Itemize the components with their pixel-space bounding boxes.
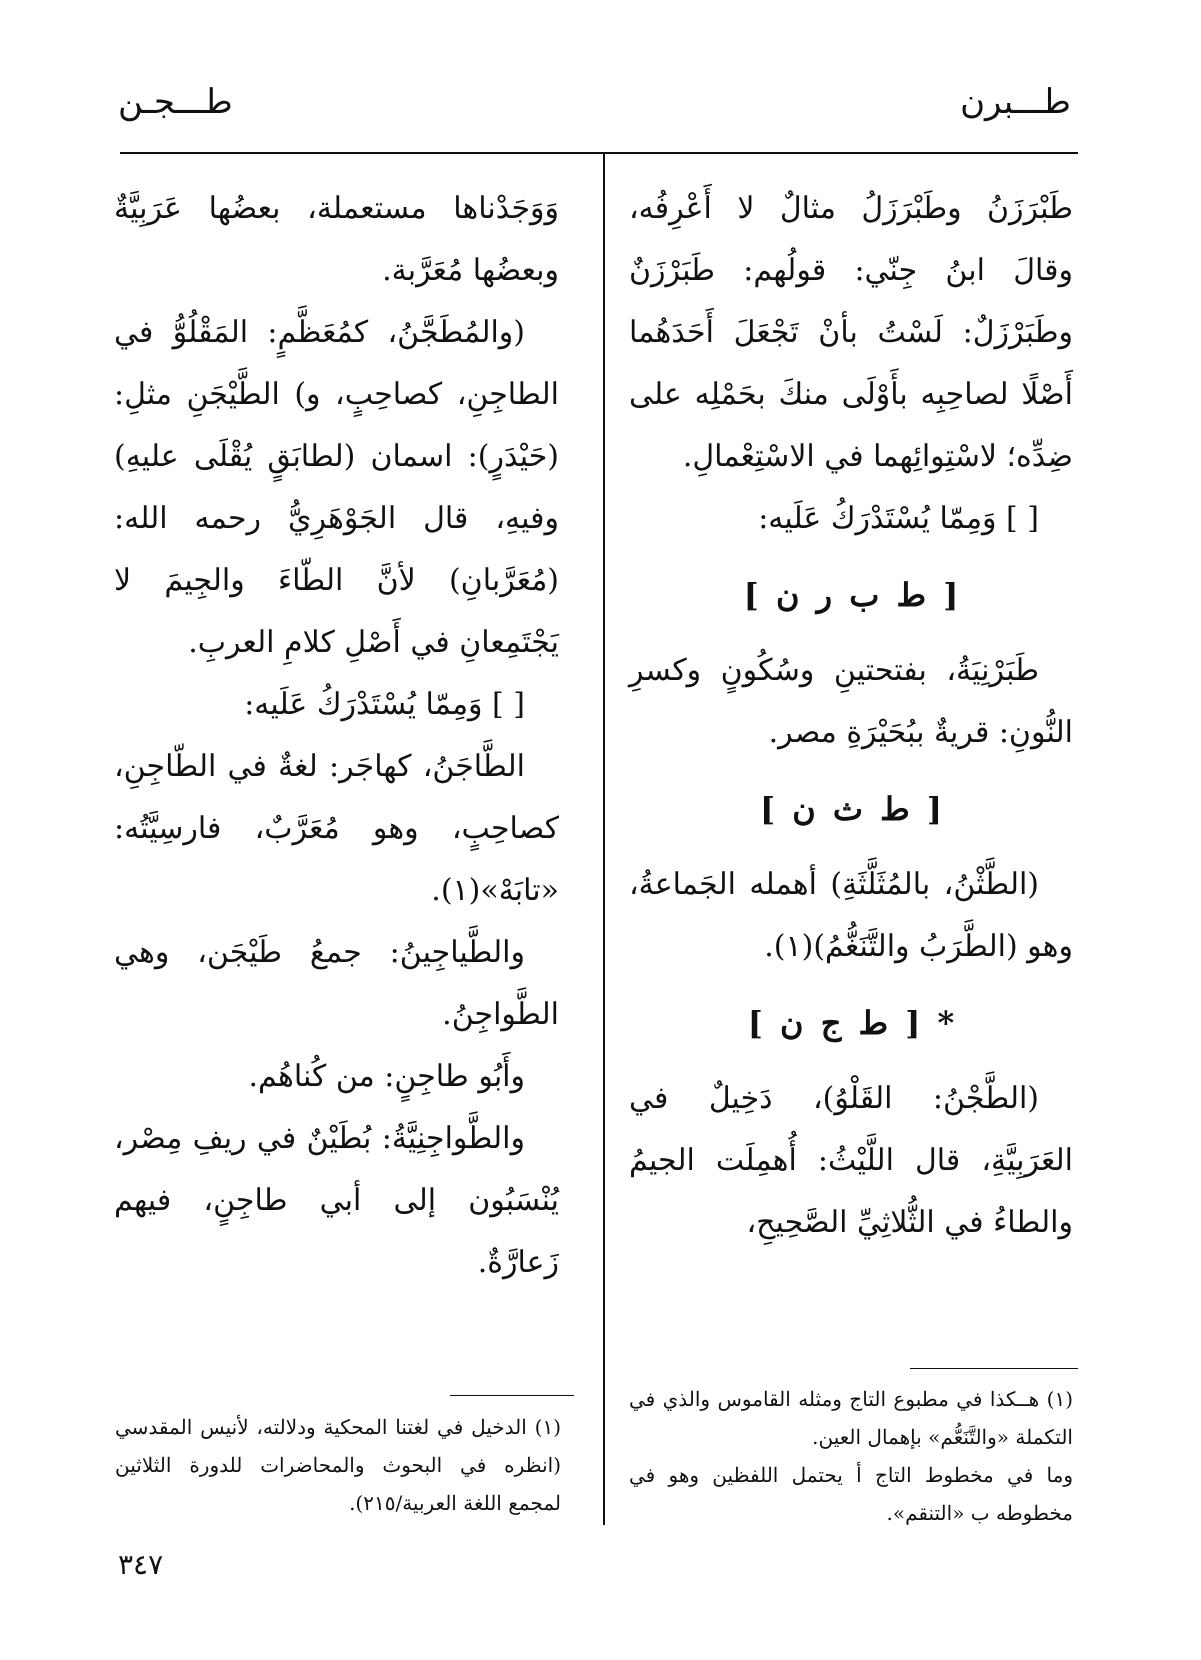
entry-paragraph: (الطَّثْنُ، بالمُثَلَّثَةِ) أهمله الجَماعةُ، وهو (الطَّرَبُ والتَّنَغُّمُ)(١).: [629, 867, 1073, 964]
root-heading-tjn: * [ ط ج ن ]: [747, 1004, 955, 1042]
entry-paragraph: طَبْرَزَنُ وطَبْرَزَلُ مثالٌ لا أَعْرِفُه، وقالَ ابنُ جِنّي: قولُهم: طَبَرْزَنٌ وطَبَرْزَلٌ: لَسْتُ بأنْ تَجْعَلَ أَحَدَهُما أَصْلًا لصاحِبِه بأَوْلَى منكَ بحَمْلِه على ضِدِّه؛ لاسْتِوائِهما في الاسْتِعْمالِ.: [629, 191, 1073, 474]
entry-paragraph: طَبَرْنِيَةُ، بفتحتينِ وسُكُونٍ وكسرِ النُّونِ: قريةٌ ببُحَيْرَةِ مصر.: [629, 653, 1073, 750]
addendum-note: [ ] وَمِمّا يُسْتَدْرَكُ عَلَيه:: [758, 501, 1039, 536]
column-divider: [603, 153, 605, 1525]
entry-paragraph: (والمُطَجَّنُ، كمُعَظَّمٍ: المَقْلُوُّ في الطاجِنِ، كصاحِبٍ، و) الطَّيْجَنِ مثلِ: (حَيْدَرٍ): اسمان (لطابَقٍ يُقْلَى عليهِ) وفيهِ، قال الجَوْهَرِيُّ رحمه الله: (مُعَرَّبانِ) لأنَّ الطّاءَ والجِيمَ لا يَجْتَمِعانِ في أَصْلِ كلامِ العربِ.: [114, 315, 559, 660]
addendum-note: [ ] وَمِمّا يُسْتَدْرَكُ عَلَيه:: [244, 687, 525, 722]
running-header-right: طـــبرن: [960, 82, 1071, 122]
footnote-rule: [450, 1395, 574, 1396]
entry-paragraph: وَوَجَدْناها مستعملة، بعضُها عَرَبِيَّةٌ وبعضُها مُعَرَّبة.: [114, 191, 559, 288]
footnote-rule: [910, 1368, 1078, 1369]
entry-paragraph: وأَبُو طاجِنٍ: من كُناهُم.: [248, 1059, 525, 1094]
header-rule: [120, 152, 1078, 154]
footnote: (١) الدخيل في لغتنا المحكية ودلالته، لأنيس المقدسي (انظره في البحوث والمحاضرات للدورة الثلاثين لمجمع اللغة العربية/٢١٥).: [115, 1415, 561, 1515]
entry-paragraph: (الطَّجْنُ: القَلْوُ)، دَخِيلٌ في العَرَبِيَّةِ، قال اللَّيْثُ: أُهمِلَت الجيمُ والطاءُ في الثُّلاثِيِّ الصَّحِيحِ،: [629, 1081, 1073, 1240]
running-header-left: طـــجـن: [118, 82, 233, 122]
entry-paragraph: والطَّياجِينُ: جمعُ طَيْجَن، وهي الطَّواجِنُ.: [114, 935, 559, 1032]
root-heading-tthn: [ ط ث ن ]: [759, 790, 943, 828]
right-column: [629, 178, 1073, 1254]
footnotes-right: [629, 1380, 1073, 1532]
footnotes-left: [115, 1408, 561, 1522]
entry-paragraph: الطَّاجَنُ، كهاجَر: لغةٌ في الطّاجِنِ، كصاحِبٍ، وهو مُعَرَّبٌ، فارسِيَّتُه: «تابَهْ»(١).: [114, 749, 559, 908]
left-column: [114, 178, 559, 1294]
root-heading-tbrn: [ ط ب ر ن ]: [743, 576, 959, 614]
footnote: (١) هــكذا في مطبوع التاج ومثله القاموس والذي في التكملة «والتَّنَعُّم» بإهمال العين.: [629, 1387, 1073, 1449]
entry-paragraph: والطَّواجِنِيَّةُ: بُطَيْنٌ في ريفِ مِصْر، يُنْسَبُون إلى أبي طاجِنٍ، فيهم زَعارَّةٌ.: [114, 1121, 559, 1280]
footnote: وما في مخطوط التاج أ يحتمل اللفظين وهو في مخطوطه ب «التنقم».: [629, 1463, 1073, 1525]
page-number: ٣٤٧: [118, 1548, 164, 1581]
